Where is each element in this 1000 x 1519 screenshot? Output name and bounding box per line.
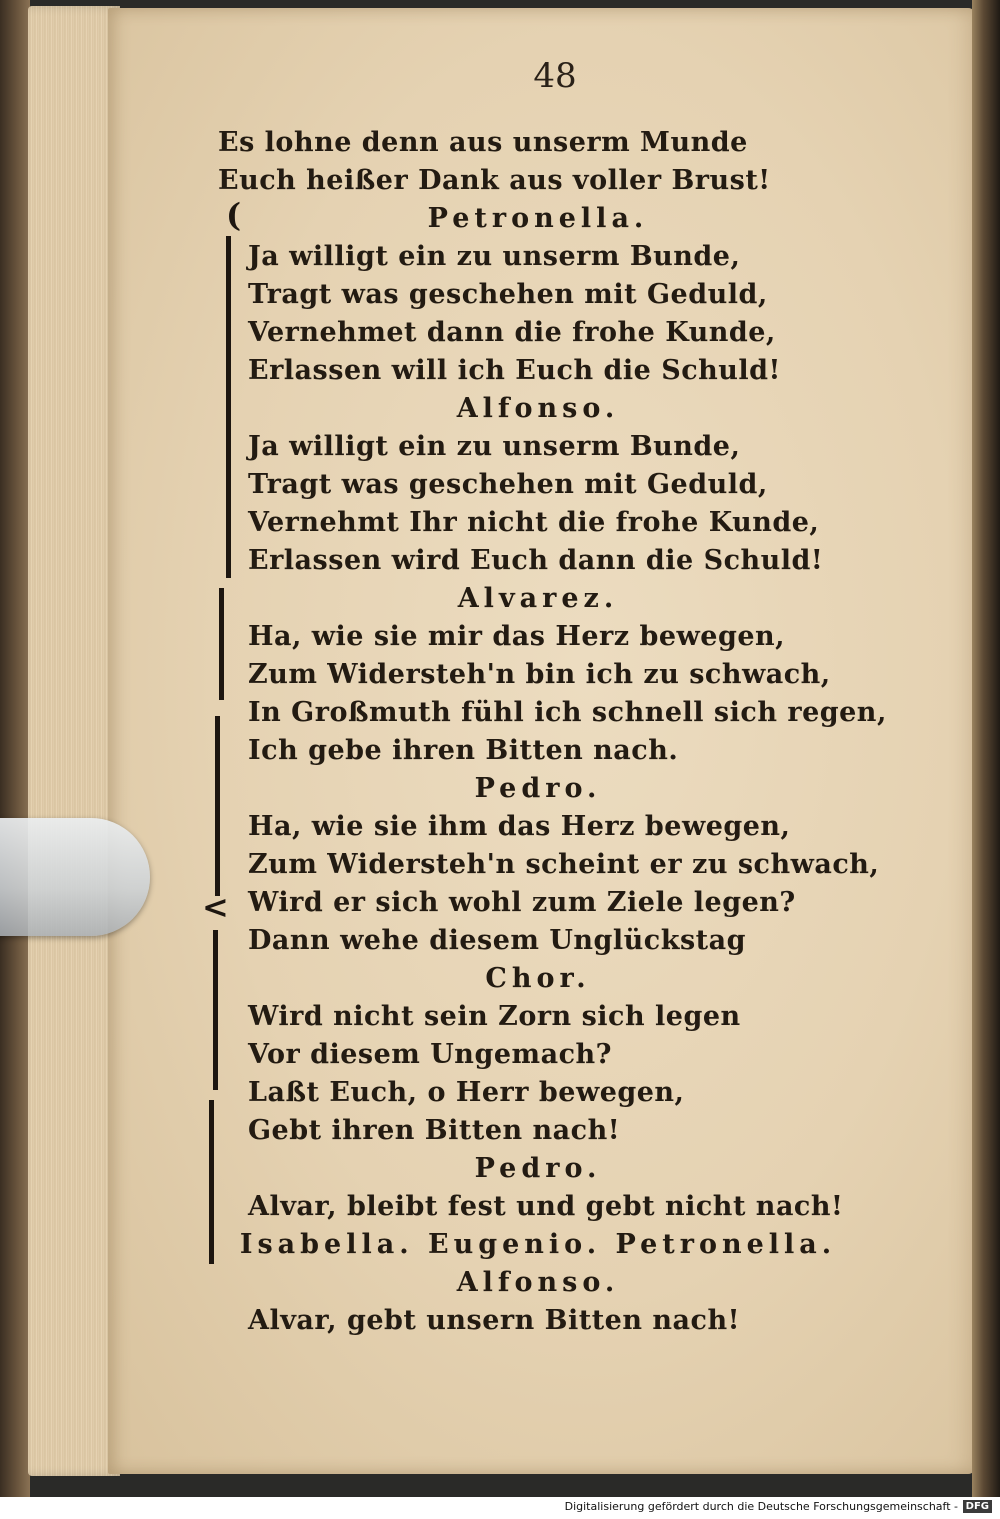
verse-line: Alvar, bleibt fest und gebt nicht nach! <box>248 1191 844 1222</box>
verse-line: Tragt was geschehen mit Geduld, <box>248 279 768 310</box>
page-stack-edges <box>28 6 120 1476</box>
bracket-petronella-alfonso <box>226 236 231 578</box>
verse-line: Vor diesem Ungemach? <box>248 1039 612 1070</box>
verse-text-block <box>218 124 887 1340</box>
verse-line: Wird er sich wohl zum Ziele legen? <box>248 887 796 918</box>
verse-line: Wird nicht sein Zorn sich legen <box>248 1001 741 1032</box>
verse-line: Ja willigt ein zu unserm Bunde, <box>248 241 741 272</box>
verse-line: Es lohne denn aus unserm Munde <box>218 127 748 158</box>
brace-mark-middle: < <box>202 888 229 926</box>
verse-line: Tragt was geschehen mit Geduld, <box>248 469 768 500</box>
bracket-pedro <box>215 716 220 896</box>
speaker-label: Alfonso. <box>456 393 620 424</box>
verse-line: Erlassen wird Euch dann die Schuld! <box>248 545 824 576</box>
verse-line: Dann wehe diesem Unglückstag <box>248 925 746 956</box>
verse-line: Vernehmet dann die frohe Kunde, <box>248 317 776 348</box>
bracket-chor <box>213 930 218 1090</box>
verse-line: Ja willigt ein zu unserm Bunde, <box>248 431 741 462</box>
speaker-label: Chor. <box>485 963 591 994</box>
page-holder-clip <box>0 818 150 936</box>
verse-line: Ich gebe ihren Bitten nach. <box>248 735 679 766</box>
speaker-label: Pedro. <box>474 1153 602 1184</box>
speaker-label: Alfonso. <box>456 1267 620 1298</box>
speaker-label: Alvarez. <box>457 583 619 614</box>
brace-mark-top: ( <box>226 196 242 234</box>
footer-bar <box>0 1497 1000 1519</box>
footer-credit: Digitalisierung gefördert durch die Deutsche Forschungsgemeinschaft - <box>564 1500 958 1513</box>
verse-line: Alvar, gebt unsern Bitten nach! <box>248 1305 740 1336</box>
page-number: 48 <box>533 56 577 96</box>
verse-line: Vernehmt Ihr nicht die frohe Kunde, <box>248 507 820 538</box>
verse-line: Ha, wie sie ihm das Herz bewegen, <box>248 811 791 842</box>
verse-line: Erlassen will ich Euch die Schuld! <box>248 355 781 386</box>
dfg-logo: DFG <box>963 1500 992 1513</box>
gutter-shadow <box>972 0 1000 1497</box>
speaker-label: Petronella. <box>427 203 649 234</box>
verse-line: Zum Widersteh'n scheint er zu schwach, <box>248 849 880 880</box>
verse-line: Ha, wie sie mir das Herz bewegen, <box>248 621 786 652</box>
speaker-label: Pedro. <box>474 773 602 804</box>
book-cover-edge <box>0 0 30 1497</box>
bracket-alvarez <box>219 588 224 700</box>
speaker-label: Isabella. Eugenio. Petronella. <box>239 1229 837 1260</box>
verse-line: Euch heißer Dank aus voller Brust! <box>218 165 771 196</box>
verse-line: Laßt Euch, o Herr bewegen, <box>248 1077 685 1108</box>
verse-line: Zum Widersteh'n bin ich zu schwach, <box>248 659 831 690</box>
verse-line: In Großmuth fühl ich schnell sich regen, <box>248 697 887 728</box>
bracket-finale <box>209 1100 214 1264</box>
verse-line: Gebt ihren Bitten nach! <box>248 1115 621 1146</box>
